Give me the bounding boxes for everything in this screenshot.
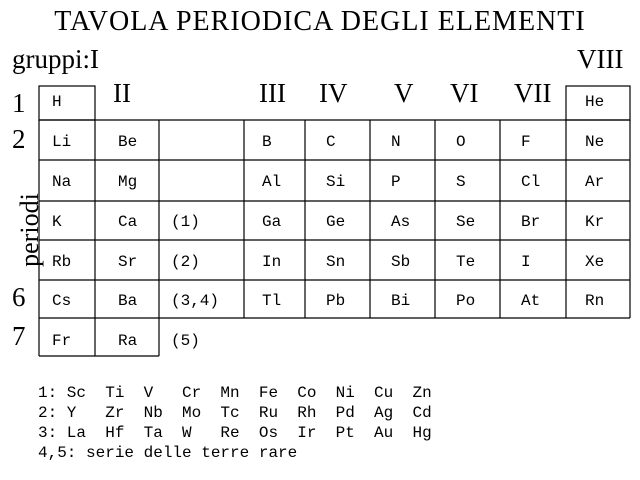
element-cl: Cl [521, 173, 541, 191]
element-se: Se [456, 213, 476, 231]
note-line-1: 1: Sc Ti V Cr Mn Fe Co Ni Cu Zn [38, 384, 432, 402]
note-line-2: 2: Y Zr Nb Mo Tc Ru Rh Pd Ag Cd [38, 404, 432, 422]
cell-border-h [39, 86, 95, 120]
note-line-3: 3: La Hf Ta W Re Os Ir Pt Au Hg [38, 424, 432, 442]
element-c: C [326, 133, 336, 151]
group-label-viii: VIII [577, 44, 624, 74]
group-label-iv: IV [319, 78, 348, 108]
element-ca: Ca [118, 213, 138, 231]
group-label-ii: II [113, 78, 131, 108]
transition-marker-5: (5) [171, 332, 200, 350]
element-sb: Sb [391, 253, 411, 271]
note-line-4: 4,5: serie delle terre rare [38, 444, 298, 462]
element-na: Na [52, 173, 72, 191]
element-al: Al [262, 173, 282, 191]
element-ga: Ga [262, 213, 282, 231]
element-sn: Sn [326, 253, 346, 271]
transition-marker-2: (2) [171, 253, 200, 271]
element-as: As [391, 213, 411, 231]
element-cs: Cs [52, 292, 72, 310]
element-ba: Ba [118, 292, 138, 310]
element-ar: Ar [585, 173, 605, 191]
element-bi: Bi [391, 292, 411, 310]
element-i: I [521, 253, 531, 271]
group-label-vi: VI [450, 78, 479, 108]
element-he: He [585, 93, 605, 111]
element-at: At [521, 292, 541, 310]
element-be: Be [118, 133, 138, 151]
page-title: TAVOLA PERIODICA DEGLI ELEMENTI [54, 6, 586, 37]
group-label-v: V [394, 78, 414, 108]
periods-axis-label: periodi [15, 193, 44, 267]
element-p: P [391, 173, 401, 191]
element-si: Si [326, 173, 346, 191]
element-fr: Fr [52, 332, 72, 350]
group-label-iii: III [259, 78, 286, 108]
element-po: Po [456, 292, 476, 310]
element-b: B [262, 133, 272, 151]
element-in: In [262, 253, 282, 271]
period-label-2: 2 [12, 124, 26, 154]
period-label-1: 1 [12, 88, 26, 118]
element-ge: Ge [326, 213, 346, 231]
element-ra: Ra [118, 332, 138, 350]
element-tl: Tl [262, 292, 282, 310]
transition-marker-1: (1) [171, 213, 200, 231]
period-label-7: 7 [12, 321, 26, 351]
element-br: Br [521, 213, 541, 231]
element-f: F [521, 133, 531, 151]
period-label-6: 6 [12, 282, 26, 312]
element-mg: Mg [118, 173, 138, 191]
element-ne: Ne [585, 133, 605, 151]
element-o: O [456, 133, 466, 151]
element-rb: Rb [52, 253, 72, 271]
element-te: Te [456, 253, 476, 271]
element-li: Li [52, 133, 72, 151]
element-k: K [52, 213, 62, 231]
element-sr: Sr [118, 253, 138, 271]
element-pb: Pb [326, 292, 346, 310]
element-kr: Kr [585, 213, 605, 231]
element-h: H [52, 93, 62, 111]
group-label-vii: VII [514, 78, 552, 108]
transition-marker-3-4: (3,4) [171, 292, 220, 310]
element-n: N [391, 133, 401, 151]
element-xe: Xe [585, 253, 605, 271]
element-s: S [456, 173, 466, 191]
element-rn: Rn [585, 292, 605, 310]
groups-label: gruppi:I [12, 44, 99, 74]
